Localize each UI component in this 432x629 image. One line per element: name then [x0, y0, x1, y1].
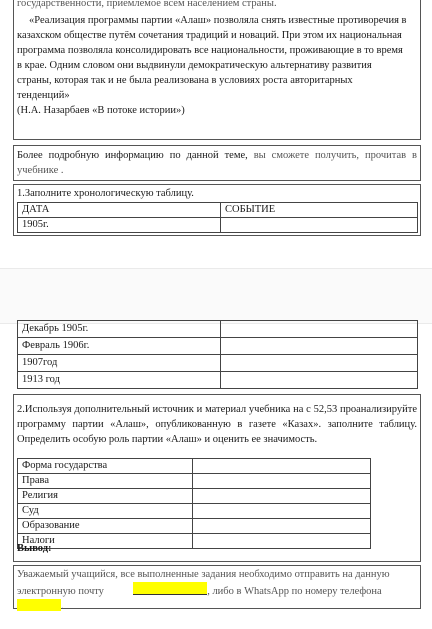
- footer-line-3: [17, 599, 417, 614]
- quote-line: страны, которая так и не была реализована в условиях роста авторитарных: [17, 75, 353, 86]
- program-aspect: Образование: [18, 519, 193, 534]
- footer-end: .: [61, 601, 64, 612]
- footer-line-2: [17, 582, 417, 599]
- chronology-table: [17, 202, 418, 233]
- program-answer-cell[interactable]: [193, 534, 371, 549]
- program-answer-cell[interactable]: [193, 459, 371, 474]
- quote-line: тенденций»: [17, 90, 70, 101]
- alash-program-table: [17, 458, 371, 549]
- table-row: [18, 338, 418, 355]
- quote-line: казахском обществе путём сочетания традиций и новаций. При этом их национальная: [17, 30, 402, 41]
- event-cell[interactable]: [221, 218, 418, 233]
- footer-text: [17, 567, 417, 614]
- quote-line: программа позволяла консолидировать все национальности, проживающие в то время: [17, 45, 403, 56]
- program-aspect: Форма государства: [18, 459, 193, 474]
- task2-text: 2.Используя дополнительный источник и материал учебника на с 52,53 проанализируйте программу партии «Алаш», опубликованную в газете «Казах». заполните таблицу. Определить особую роль партии «Алаш» и оценить ее значимость.: [17, 404, 417, 445]
- program-answer-cell[interactable]: [193, 489, 371, 504]
- quote-top-line: государственности, приемлемое всем населением страны.: [17, 0, 277, 9]
- quote-line: в крае. Одним словом они выдвинули демократическую альтернативу развития: [17, 60, 372, 71]
- table-row: [18, 218, 418, 233]
- info-text: [17, 148, 417, 178]
- header-event: СОБЫТИЕ: [221, 203, 418, 218]
- table-row: [18, 321, 418, 338]
- date-cell: 1905г.: [18, 218, 221, 233]
- date-cell: Февраль 1906г.: [18, 338, 221, 355]
- chronology-table-continued: [17, 320, 418, 389]
- date-cell: 1907год: [18, 355, 221, 372]
- table-row: [18, 372, 418, 389]
- date-cell: Декабрь 1905г.: [18, 321, 221, 338]
- program-aspect: Налоги: [18, 534, 193, 549]
- program-aspect: Религия: [18, 489, 193, 504]
- conclusion-label: Вывод:: [17, 543, 52, 554]
- date-cell: 1913 год: [18, 372, 221, 389]
- table-row: [18, 459, 371, 474]
- page-break: [0, 268, 432, 324]
- phone-blank[interactable]: [17, 599, 61, 611]
- email-blank[interactable]: [133, 582, 207, 595]
- event-cell[interactable]: [221, 338, 418, 355]
- program-aspect: Права: [18, 474, 193, 489]
- table-row: [18, 355, 418, 372]
- event-cell[interactable]: [221, 355, 418, 372]
- quote-attribution: (Н.А. Назарбаев «В потоке истории»): [17, 105, 185, 116]
- quote-line: «Реализация программы партии «Алаш» позволяла снять известные противоречия в: [29, 15, 407, 26]
- footer-email-label: электронную почту: [17, 586, 104, 597]
- event-cell[interactable]: [221, 372, 418, 389]
- program-aspect: Суд: [18, 504, 193, 519]
- footer-whatsapp-label: , либо в WhatsApp по номеру телефона: [207, 586, 382, 597]
- table-row: [18, 519, 371, 534]
- program-answer-cell[interactable]: [193, 519, 371, 534]
- program-answer-cell[interactable]: [193, 474, 371, 489]
- table-row: [18, 504, 371, 519]
- task1-title: 1.Заполните хронологическую таблицу.: [17, 188, 194, 199]
- header-date: ДАТА: [18, 203, 221, 218]
- quote-text: [17, 13, 417, 118]
- table-row: [18, 474, 371, 489]
- program-answer-cell[interactable]: [193, 504, 371, 519]
- table-header-row: [18, 203, 418, 218]
- event-cell[interactable]: [221, 321, 418, 338]
- footer-line: Уважаемый учащийся, все выполненные задания необходимо отправить на данную: [17, 569, 390, 580]
- table-row: [18, 489, 371, 504]
- info-text-tail: вы сможете получить, прочитав в учебнике .: [17, 150, 417, 176]
- table-row: [18, 534, 371, 549]
- info-text-main: Более подробную информацию по данной теме,: [17, 150, 248, 161]
